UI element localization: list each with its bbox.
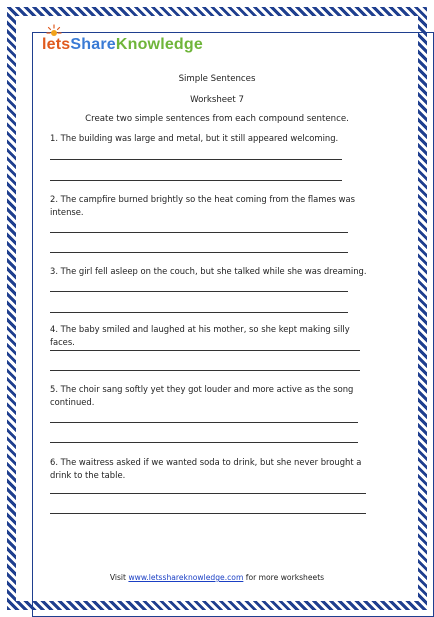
question-4: 4. The baby smiled and laughed at his mother, so she kept making silly faces. [50,324,350,347]
answer-line-5a[interactable] [50,422,358,423]
logo-part-share: Share [70,36,116,53]
answer-line-2b[interactable] [50,252,348,253]
answer-line-6a[interactable] [50,493,366,494]
answer-line-4b[interactable] [50,370,360,371]
answer-line-6b[interactable] [50,513,366,514]
answer-line-3a[interactable] [50,291,348,292]
question-5: 5. The choir sang softly yet they got louder and more active as the song continued. [50,384,354,407]
worksheet-instruction: Create two simple sentences from each compound sentence. [85,114,349,124]
logo-part-lets: lets [42,36,71,53]
question-6: 6. The waitress asked if we wanted soda to drink, but she never brought a drink to the table. [50,457,362,480]
answer-line-2a[interactable] [50,232,348,233]
question-1: 1. The building was large and metal, but it still appeared welcoming. [50,133,339,143]
worksheet-title: Simple Sentences [178,74,256,84]
footer [0,573,434,582]
site-logo [42,36,203,54]
question-2: 2. The campfire burned brightly so the heat coming from the flames was intense. [50,194,355,217]
answer-line-3b[interactable] [50,312,348,313]
answer-line-5b[interactable] [50,442,358,443]
worksheet-number: Worksheet 7 [190,95,244,105]
logo-part-knowledge: Knowledge [115,36,203,53]
answer-line-1b[interactable] [50,180,342,181]
question-3: 3. The girl fell asleep on the couch, but she talked while she was dreaming. [50,266,367,276]
answer-line-4a[interactable] [50,350,360,351]
footer-prefix: Visit [109,573,127,582]
answer-line-1a[interactable] [50,159,342,160]
footer-suffix: for more worksheets [245,573,325,582]
footer-website-link[interactable]: www.letsshareknowledge.com [128,573,244,582]
